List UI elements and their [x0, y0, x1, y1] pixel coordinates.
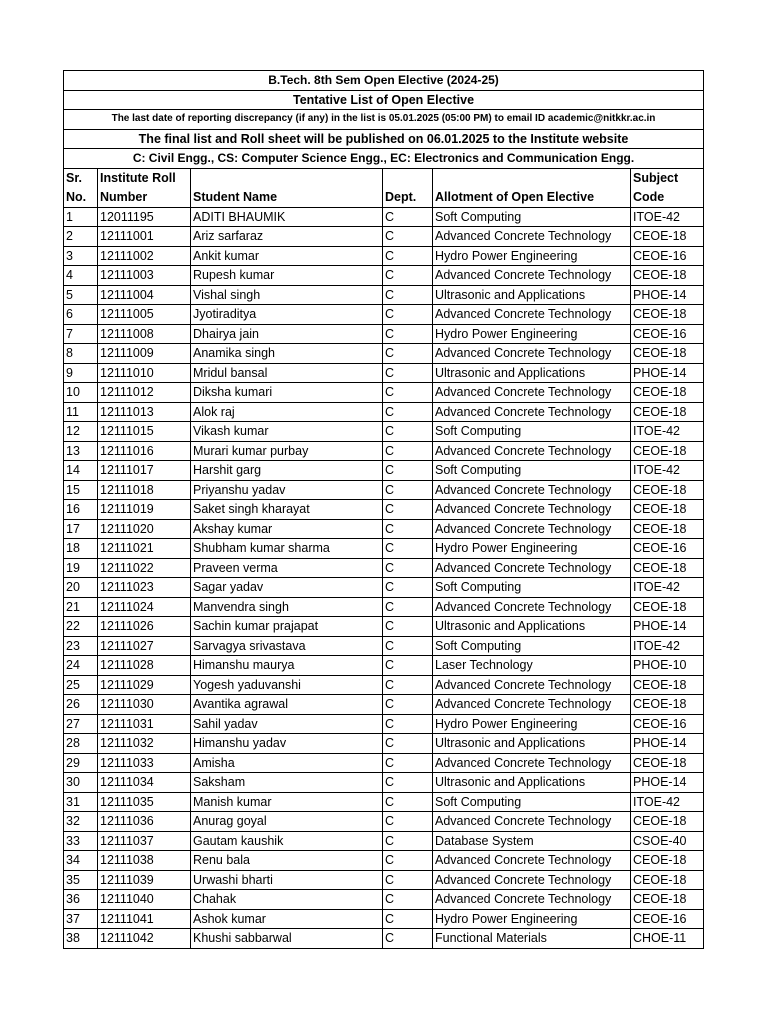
student-name-cell: Diksha kumari: [191, 383, 383, 403]
open-elective-cell: Functional Materials: [433, 929, 631, 949]
dept-cell: C: [383, 266, 433, 286]
open-elective-cell: Ultrasonic and Applications: [433, 773, 631, 793]
dept-cell: C: [383, 617, 433, 637]
sr-no-cell: 5: [64, 285, 98, 305]
table-row: [64, 656, 704, 676]
dept-cell: C: [383, 929, 433, 949]
table-row: [64, 500, 704, 520]
sr-no-cell: 38: [64, 929, 98, 949]
subject-code-cell: CEOE-16: [631, 246, 704, 266]
roll-number-cell: 12111010: [98, 363, 191, 383]
sr-no-cell: 13: [64, 441, 98, 461]
elective-list-table: [63, 70, 704, 949]
open-elective-cell: Advanced Concrete Technology: [433, 227, 631, 247]
sr-no-cell: 36: [64, 890, 98, 910]
column-header-row: [64, 168, 704, 207]
open-elective-cell: Advanced Concrete Technology: [433, 344, 631, 364]
dept-cell: C: [383, 324, 433, 344]
roll-number-cell: 12111031: [98, 714, 191, 734]
subject-code-cell: ITOE-42: [631, 636, 704, 656]
open-elective-cell: Advanced Concrete Technology: [433, 695, 631, 715]
table-row: [64, 383, 704, 403]
table-row: [64, 578, 704, 598]
roll-number-cell: 12111035: [98, 792, 191, 812]
col-header-subject-code: Subject Code: [631, 168, 704, 207]
roll-number-cell: 12111026: [98, 617, 191, 637]
student-name-cell: Manish kumar: [191, 792, 383, 812]
open-elective-cell: Soft Computing: [433, 792, 631, 812]
subject-code-cell: PHOE-14: [631, 363, 704, 383]
subject-code-cell: CEOE-18: [631, 519, 704, 539]
dept-cell: C: [383, 831, 433, 851]
sr-no-cell: 23: [64, 636, 98, 656]
sr-no-cell: 2: [64, 227, 98, 247]
table-row: [64, 344, 704, 364]
table-row: [64, 324, 704, 344]
student-name-cell: Urwashi bharti: [191, 870, 383, 890]
dept-cell: C: [383, 636, 433, 656]
student-name-cell: Renu bala: [191, 851, 383, 871]
sr-no-cell: 25: [64, 675, 98, 695]
roll-number-cell: 12111027: [98, 636, 191, 656]
sr-no-cell: 19: [64, 558, 98, 578]
open-elective-cell: Hydro Power Engineering: [433, 324, 631, 344]
sr-no-cell: 34: [64, 851, 98, 871]
student-name-cell: Anurag goyal: [191, 812, 383, 832]
table-row: [64, 539, 704, 559]
subject-code-cell: CEOE-18: [631, 344, 704, 364]
subject-code-cell: CEOE-18: [631, 305, 704, 325]
sr-no-cell: 27: [64, 714, 98, 734]
dept-cell: C: [383, 714, 433, 734]
subject-code-cell: CEOE-18: [631, 500, 704, 520]
dept-cell: C: [383, 422, 433, 442]
student-name-cell: Dhairya jain: [191, 324, 383, 344]
open-elective-cell: Soft Computing: [433, 578, 631, 598]
student-name-cell: Ankit kumar: [191, 246, 383, 266]
subject-code-cell: CEOE-18: [631, 812, 704, 832]
roll-number-cell: 12111004: [98, 285, 191, 305]
sr-no-cell: 21: [64, 597, 98, 617]
subject-code-cell: CEOE-16: [631, 714, 704, 734]
subject-code-cell: CEOE-16: [631, 324, 704, 344]
student-name-cell: Ariz sarfaraz: [191, 227, 383, 247]
student-name-cell: Harshit garg: [191, 461, 383, 481]
dept-cell: C: [383, 851, 433, 871]
roll-number-cell: 12111008: [98, 324, 191, 344]
sr-no-cell: 15: [64, 480, 98, 500]
dept-cell: C: [383, 812, 433, 832]
sr-no-cell: 20: [64, 578, 98, 598]
col-header-dept: Dept.: [383, 168, 433, 207]
roll-number-cell: 12111003: [98, 266, 191, 286]
open-elective-cell: Ultrasonic and Applications: [433, 285, 631, 305]
subject-code-cell: CEOE-18: [631, 890, 704, 910]
subject-code-cell: CEOE-18: [631, 695, 704, 715]
open-elective-cell: Advanced Concrete Technology: [433, 266, 631, 286]
open-elective-cell: Soft Computing: [433, 422, 631, 442]
roll-number-cell: 12111021: [98, 539, 191, 559]
student-name-cell: Priyanshu yadav: [191, 480, 383, 500]
dept-cell: C: [383, 656, 433, 676]
dept-cell: C: [383, 675, 433, 695]
roll-number-cell: 12111017: [98, 461, 191, 481]
roll-number-cell: 12111037: [98, 831, 191, 851]
subject-code-cell: CEOE-18: [631, 383, 704, 403]
open-elective-cell: Advanced Concrete Technology: [433, 519, 631, 539]
open-elective-cell: Advanced Concrete Technology: [433, 812, 631, 832]
sr-no-cell: 26: [64, 695, 98, 715]
open-elective-cell: Soft Computing: [433, 461, 631, 481]
table-row: [64, 675, 704, 695]
sr-no-cell: 12: [64, 422, 98, 442]
dept-cell: C: [383, 500, 433, 520]
col-header-open-elective: Allotment of Open Elective: [433, 168, 631, 207]
roll-number-cell: 12111023: [98, 578, 191, 598]
sr-no-cell: 33: [64, 831, 98, 851]
roll-number-cell: 12111029: [98, 675, 191, 695]
table-row: [64, 636, 704, 656]
open-elective-cell: Advanced Concrete Technology: [433, 597, 631, 617]
roll-number-cell: 12111030: [98, 695, 191, 715]
dept-cell: C: [383, 363, 433, 383]
student-name-cell: Himanshu maurya: [191, 656, 383, 676]
roll-number-cell: 12111002: [98, 246, 191, 266]
subject-code-cell: CEOE-18: [631, 558, 704, 578]
dept-cell: C: [383, 383, 433, 403]
col-header-sr-no: Sr. No.: [64, 168, 98, 207]
subject-code-cell: PHOE-14: [631, 734, 704, 754]
roll-number-cell: 12111009: [98, 344, 191, 364]
table-row: [64, 519, 704, 539]
roll-number-cell: 12111036: [98, 812, 191, 832]
table-row: [64, 480, 704, 500]
subject-code-cell: CEOE-18: [631, 851, 704, 871]
roll-number-cell: 12111040: [98, 890, 191, 910]
open-elective-cell: Advanced Concrete Technology: [433, 851, 631, 871]
sr-no-cell: 32: [64, 812, 98, 832]
roll-number-cell: 12111039: [98, 870, 191, 890]
roll-number-cell: 12111033: [98, 753, 191, 773]
sr-no-cell: 37: [64, 909, 98, 929]
open-elective-cell: Advanced Concrete Technology: [433, 500, 631, 520]
sr-no-cell: 1: [64, 207, 98, 227]
roll-number-cell: 12111034: [98, 773, 191, 793]
open-elective-cell: Advanced Concrete Technology: [433, 890, 631, 910]
subject-code-cell: CEOE-18: [631, 227, 704, 247]
subject-code-cell: ITOE-42: [631, 578, 704, 598]
table-row: [64, 792, 704, 812]
sr-no-cell: 9: [64, 363, 98, 383]
sheet-title: B.Tech. 8th Sem Open Elective (2024-25): [64, 71, 704, 91]
table-row: [64, 929, 704, 949]
subject-code-cell: ITOE-42: [631, 461, 704, 481]
student-name-cell: Sachin kumar prajapat: [191, 617, 383, 637]
sr-no-cell: 18: [64, 539, 98, 559]
student-name-cell: Yogesh yaduvanshi: [191, 675, 383, 695]
dept-cell: C: [383, 773, 433, 793]
roll-number-cell: 12111001: [98, 227, 191, 247]
subject-code-cell: CEOE-16: [631, 909, 704, 929]
open-elective-cell: Advanced Concrete Technology: [433, 441, 631, 461]
open-elective-cell: Advanced Concrete Technology: [433, 383, 631, 403]
subject-code-cell: CEOE-16: [631, 539, 704, 559]
col-header-roll-number: Institute Roll Number: [98, 168, 191, 207]
subject-code-cell: ITOE-42: [631, 422, 704, 442]
sr-no-cell: 35: [64, 870, 98, 890]
open-elective-cell: Soft Computing: [433, 207, 631, 227]
dept-cell: C: [383, 578, 433, 598]
dept-cell: C: [383, 207, 433, 227]
open-elective-cell: Hydro Power Engineering: [433, 246, 631, 266]
dept-cell: C: [383, 305, 433, 325]
student-name-cell: Alok raj: [191, 402, 383, 422]
subject-code-cell: CEOE-18: [631, 402, 704, 422]
student-name-cell: Shubham kumar sharma: [191, 539, 383, 559]
open-elective-cell: Ultrasonic and Applications: [433, 617, 631, 637]
student-name-cell: Akshay kumar: [191, 519, 383, 539]
roll-number-cell: 12111012: [98, 383, 191, 403]
roll-number-cell: 12111019: [98, 500, 191, 520]
student-name-cell: Saksham: [191, 773, 383, 793]
open-elective-cell: Soft Computing: [433, 636, 631, 656]
subject-code-cell: CHOE-11: [631, 929, 704, 949]
table-row: [64, 227, 704, 247]
subject-code-cell: PHOE-14: [631, 285, 704, 305]
table-row: [64, 266, 704, 286]
student-name-cell: Chahak: [191, 890, 383, 910]
sr-no-cell: 6: [64, 305, 98, 325]
dept-cell: C: [383, 402, 433, 422]
sr-no-cell: 3: [64, 246, 98, 266]
subject-code-cell: PHOE-10: [631, 656, 704, 676]
open-elective-cell: Advanced Concrete Technology: [433, 558, 631, 578]
roll-number-cell: 12111013: [98, 402, 191, 422]
table-row: [64, 422, 704, 442]
open-elective-cell: Hydro Power Engineering: [433, 909, 631, 929]
student-name-cell: Rupesh kumar: [191, 266, 383, 286]
table-row: [64, 246, 704, 266]
open-elective-cell: Ultrasonic and Applications: [433, 363, 631, 383]
table-row: [64, 890, 704, 910]
table-row: [64, 870, 704, 890]
sr-no-cell: 10: [64, 383, 98, 403]
dept-cell: C: [383, 890, 433, 910]
table-row: [64, 461, 704, 481]
sr-no-cell: 14: [64, 461, 98, 481]
sheet-subtitle: Tentative List of Open Elective: [64, 90, 704, 110]
discrepancy-notice: The last date of reporting discrepancy (if any) in the list is 05.01.2025 (05:00 PM) to email ID academic@nitkkr.ac.in: [64, 110, 704, 130]
roll-number-cell: 12111038: [98, 851, 191, 871]
table-row: [64, 363, 704, 383]
subject-code-cell: CEOE-18: [631, 266, 704, 286]
table-row: [64, 773, 704, 793]
table-row: [64, 441, 704, 461]
roll-number-cell: 12111032: [98, 734, 191, 754]
sr-no-cell: 16: [64, 500, 98, 520]
sr-no-cell: 28: [64, 734, 98, 754]
table-row: [64, 734, 704, 754]
dept-cell: C: [383, 441, 433, 461]
dept-cell: C: [383, 227, 433, 247]
open-elective-cell: Advanced Concrete Technology: [433, 675, 631, 695]
subject-code-cell: PHOE-14: [631, 617, 704, 637]
dept-cell: C: [383, 734, 433, 754]
student-name-cell: ADITI BHAUMIK: [191, 207, 383, 227]
dept-cell: C: [383, 753, 433, 773]
table-row: [64, 305, 704, 325]
student-name-cell: Himanshu yadav: [191, 734, 383, 754]
sr-no-cell: 11: [64, 402, 98, 422]
table-row: [64, 909, 704, 929]
roll-number-cell: 12111016: [98, 441, 191, 461]
subject-code-cell: CEOE-18: [631, 597, 704, 617]
roll-number-cell: 12111018: [98, 480, 191, 500]
dept-cell: C: [383, 792, 433, 812]
publication-notice: The final list and Roll sheet will be published on 06.01.2025 to the Institute website: [64, 129, 704, 149]
student-name-cell: Ashok kumar: [191, 909, 383, 929]
sr-no-cell: 8: [64, 344, 98, 364]
student-name-cell: Sahil yadav: [191, 714, 383, 734]
open-elective-cell: Hydro Power Engineering: [433, 539, 631, 559]
dept-cell: C: [383, 519, 433, 539]
subject-code-cell: ITOE-42: [631, 207, 704, 227]
table-row: [64, 207, 704, 227]
dept-cell: C: [383, 870, 433, 890]
sr-no-cell: 24: [64, 656, 98, 676]
student-name-cell: Jyotiraditya: [191, 305, 383, 325]
dept-cell: C: [383, 285, 433, 305]
student-name-cell: Praveen verma: [191, 558, 383, 578]
dept-cell: C: [383, 246, 433, 266]
open-elective-cell: Laser Technology: [433, 656, 631, 676]
subject-code-cell: ITOE-42: [631, 792, 704, 812]
subject-code-cell: CEOE-18: [631, 675, 704, 695]
roll-number-cell: 12111005: [98, 305, 191, 325]
subject-code-cell: CEOE-18: [631, 480, 704, 500]
open-elective-cell: Advanced Concrete Technology: [433, 402, 631, 422]
student-name-cell: Gautam kaushik: [191, 831, 383, 851]
student-name-cell: Sarvagya srivastava: [191, 636, 383, 656]
student-name-cell: Khushi sabbarwal: [191, 929, 383, 949]
dept-cell: C: [383, 695, 433, 715]
subject-code-cell: CSOE-40: [631, 831, 704, 851]
open-elective-cell: Advanced Concrete Technology: [433, 753, 631, 773]
table-row: [64, 285, 704, 305]
dept-cell: C: [383, 558, 433, 578]
table-row: [64, 812, 704, 832]
open-elective-cell: Database System: [433, 831, 631, 851]
sr-no-cell: 17: [64, 519, 98, 539]
table-row: [64, 597, 704, 617]
student-name-cell: Avantika agrawal: [191, 695, 383, 715]
open-elective-cell: Ultrasonic and Applications: [433, 734, 631, 754]
table-row: [64, 831, 704, 851]
table-row: [64, 617, 704, 637]
roll-number-cell: 12111042: [98, 929, 191, 949]
dept-cell: C: [383, 461, 433, 481]
sr-no-cell: 31: [64, 792, 98, 812]
sr-no-cell: 4: [64, 266, 98, 286]
table-row: [64, 714, 704, 734]
open-elective-cell: Advanced Concrete Technology: [433, 870, 631, 890]
dept-cell: C: [383, 909, 433, 929]
open-elective-cell: Hydro Power Engineering: [433, 714, 631, 734]
subject-code-cell: CEOE-18: [631, 870, 704, 890]
roll-number-cell: 12111024: [98, 597, 191, 617]
student-name-cell: Vishal singh: [191, 285, 383, 305]
student-name-cell: Mridul bansal: [191, 363, 383, 383]
subject-code-cell: PHOE-14: [631, 773, 704, 793]
student-name-cell: Manvendra singh: [191, 597, 383, 617]
dept-cell: C: [383, 480, 433, 500]
roll-number-cell: 12111041: [98, 909, 191, 929]
table-row: [64, 695, 704, 715]
subject-code-cell: CEOE-18: [631, 753, 704, 773]
table-row: [64, 558, 704, 578]
roll-number-cell: 12111015: [98, 422, 191, 442]
student-name-cell: Saket singh kharayat: [191, 500, 383, 520]
student-name-cell: Amisha: [191, 753, 383, 773]
student-name-cell: Sagar yadav: [191, 578, 383, 598]
student-name-cell: Vikash kumar: [191, 422, 383, 442]
sr-no-cell: 30: [64, 773, 98, 793]
student-name-cell: Anamika singh: [191, 344, 383, 364]
dept-cell: C: [383, 344, 433, 364]
dept-cell: C: [383, 597, 433, 617]
sr-no-cell: 7: [64, 324, 98, 344]
sr-no-cell: 22: [64, 617, 98, 637]
roll-number-cell: 12111020: [98, 519, 191, 539]
table-row: [64, 753, 704, 773]
open-elective-cell: Advanced Concrete Technology: [433, 305, 631, 325]
table-row: [64, 402, 704, 422]
student-name-cell: Murari kumar purbay: [191, 441, 383, 461]
subject-code-cell: CEOE-18: [631, 441, 704, 461]
department-legend: C: Civil Engg., CS: Computer Science Engg., EC: Electronics and Communication Engg.: [64, 149, 704, 169]
roll-number-cell: 12011195: [98, 207, 191, 227]
sr-no-cell: 29: [64, 753, 98, 773]
open-elective-cell: Advanced Concrete Technology: [433, 480, 631, 500]
col-header-student-name: Student Name: [191, 168, 383, 207]
roll-number-cell: 12111022: [98, 558, 191, 578]
table-row: [64, 851, 704, 871]
dept-cell: C: [383, 539, 433, 559]
roll-number-cell: 12111028: [98, 656, 191, 676]
